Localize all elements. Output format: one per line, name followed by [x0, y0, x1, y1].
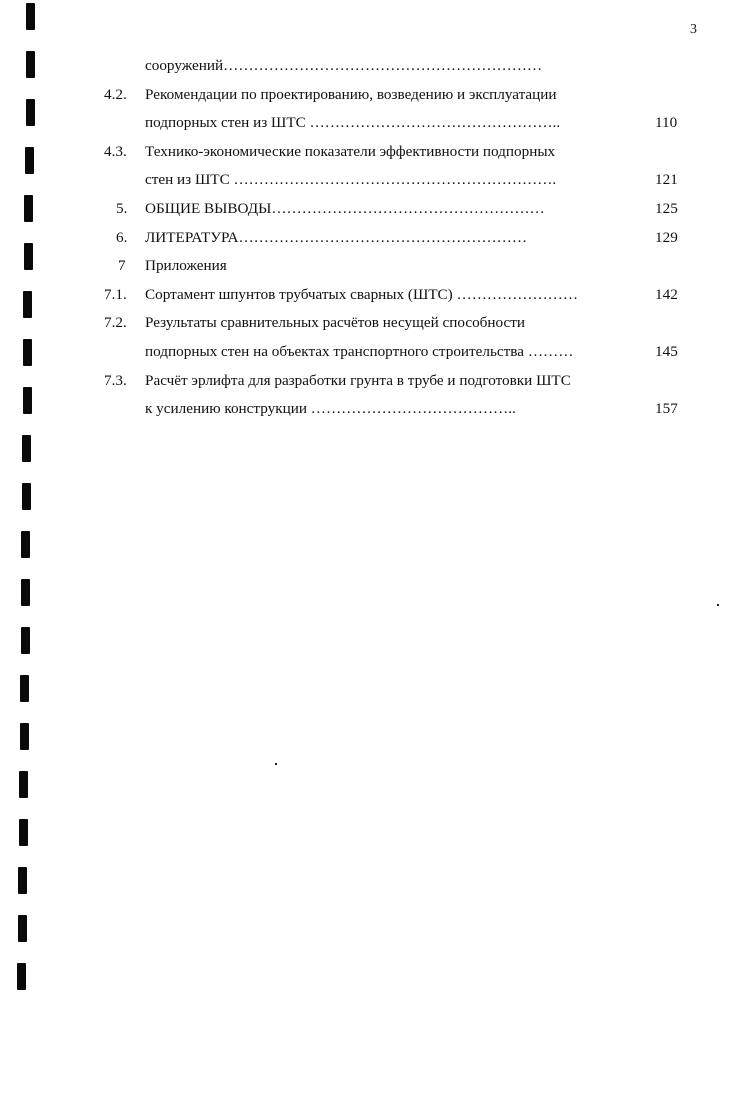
toc-entry — [0, 56, 733, 85]
toc-entry-number: 4.3. — [104, 142, 127, 160]
toc-entry-number: 7.3. — [104, 371, 127, 389]
binding-mark — [21, 531, 30, 558]
toc-entry-page: 129 — [655, 228, 678, 246]
binding-mark — [26, 3, 35, 30]
toc-entry-title: к усилению конструкции ………………………………….. — [145, 400, 516, 418]
page-number: 3 — [690, 22, 697, 37]
toc-entry-number: 4.2. — [104, 85, 127, 103]
toc-entry-title: ЛИТЕРАТУРА………………………………………………… — [145, 228, 528, 246]
toc-entry — [0, 142, 733, 171]
toc-entry — [0, 199, 733, 228]
toc-entry-page: 121 — [655, 171, 678, 189]
toc-entry — [0, 256, 733, 285]
binding-mark — [17, 963, 26, 990]
binding-mark — [21, 627, 30, 654]
toc-entry-number: 7 — [118, 257, 126, 275]
binding-mark — [22, 483, 31, 510]
toc-entry-title: Приложения — [145, 257, 227, 275]
toc-entry — [0, 313, 733, 342]
toc-entry-title: Сортамент шпунтов трубчатых сварных (ШТС) …………………… — [145, 285, 579, 303]
binding-mark — [18, 915, 27, 942]
binding-mark — [20, 723, 29, 750]
toc-entry-number: 7.2. — [104, 314, 127, 332]
toc-entry-title: Расчёт эрлифта для разработки грунта в трубе и подготовки ШТС — [145, 371, 571, 389]
toc-entry — [0, 399, 733, 428]
toc-entry-title: Технико-экономические показатели эффективности подпорных — [145, 142, 556, 160]
scan-speck — [717, 604, 719, 606]
toc-entry — [0, 228, 733, 257]
toc-entry-title: сооружений……………………………………………………… — [145, 57, 543, 74]
toc-entry — [0, 85, 733, 114]
binding-mark — [19, 819, 28, 846]
binding-mark — [21, 579, 30, 606]
toc-entry-title: подпорных стен из ШТС ………………………………………….. — [145, 114, 561, 132]
binding-mark — [22, 435, 31, 462]
toc-entry — [0, 371, 733, 400]
toc-entry — [0, 113, 733, 142]
scan-speck — [275, 763, 277, 765]
toc-entry-title: подпорных стен на объектах транспортного строительства ……… — [145, 342, 574, 360]
toc-entry-page: 145 — [655, 342, 678, 360]
toc-entry-number: 7.1. — [104, 285, 127, 303]
binding-mark — [19, 771, 28, 798]
toc-entry — [0, 342, 733, 371]
binding-mark — [18, 867, 27, 894]
toc-entry-number: 6. — [116, 228, 128, 246]
toc-entry-title: ОБЩИЕ ВЫВОДЫ……………………………………………… — [145, 199, 545, 217]
toc-entry-page: 157 — [655, 400, 678, 418]
toc-entry-number: 5. — [116, 199, 128, 217]
toc-entry-title: Рекомендации по проектированию, возведению и эксплуатации — [145, 85, 557, 103]
table-of-contents — [0, 56, 733, 428]
toc-entry-page: 110 — [655, 114, 678, 132]
toc-entry-title: Результаты сравнительных расчётов несущей способности — [145, 314, 526, 332]
toc-entry — [0, 285, 733, 314]
toc-entry-page: 142 — [655, 285, 678, 303]
binding-mark — [20, 675, 29, 702]
toc-entry-page: 125 — [655, 199, 678, 217]
toc-entry — [0, 170, 733, 199]
toc-entry-title: стен из ШТС ………………………………………………………. — [145, 171, 557, 189]
